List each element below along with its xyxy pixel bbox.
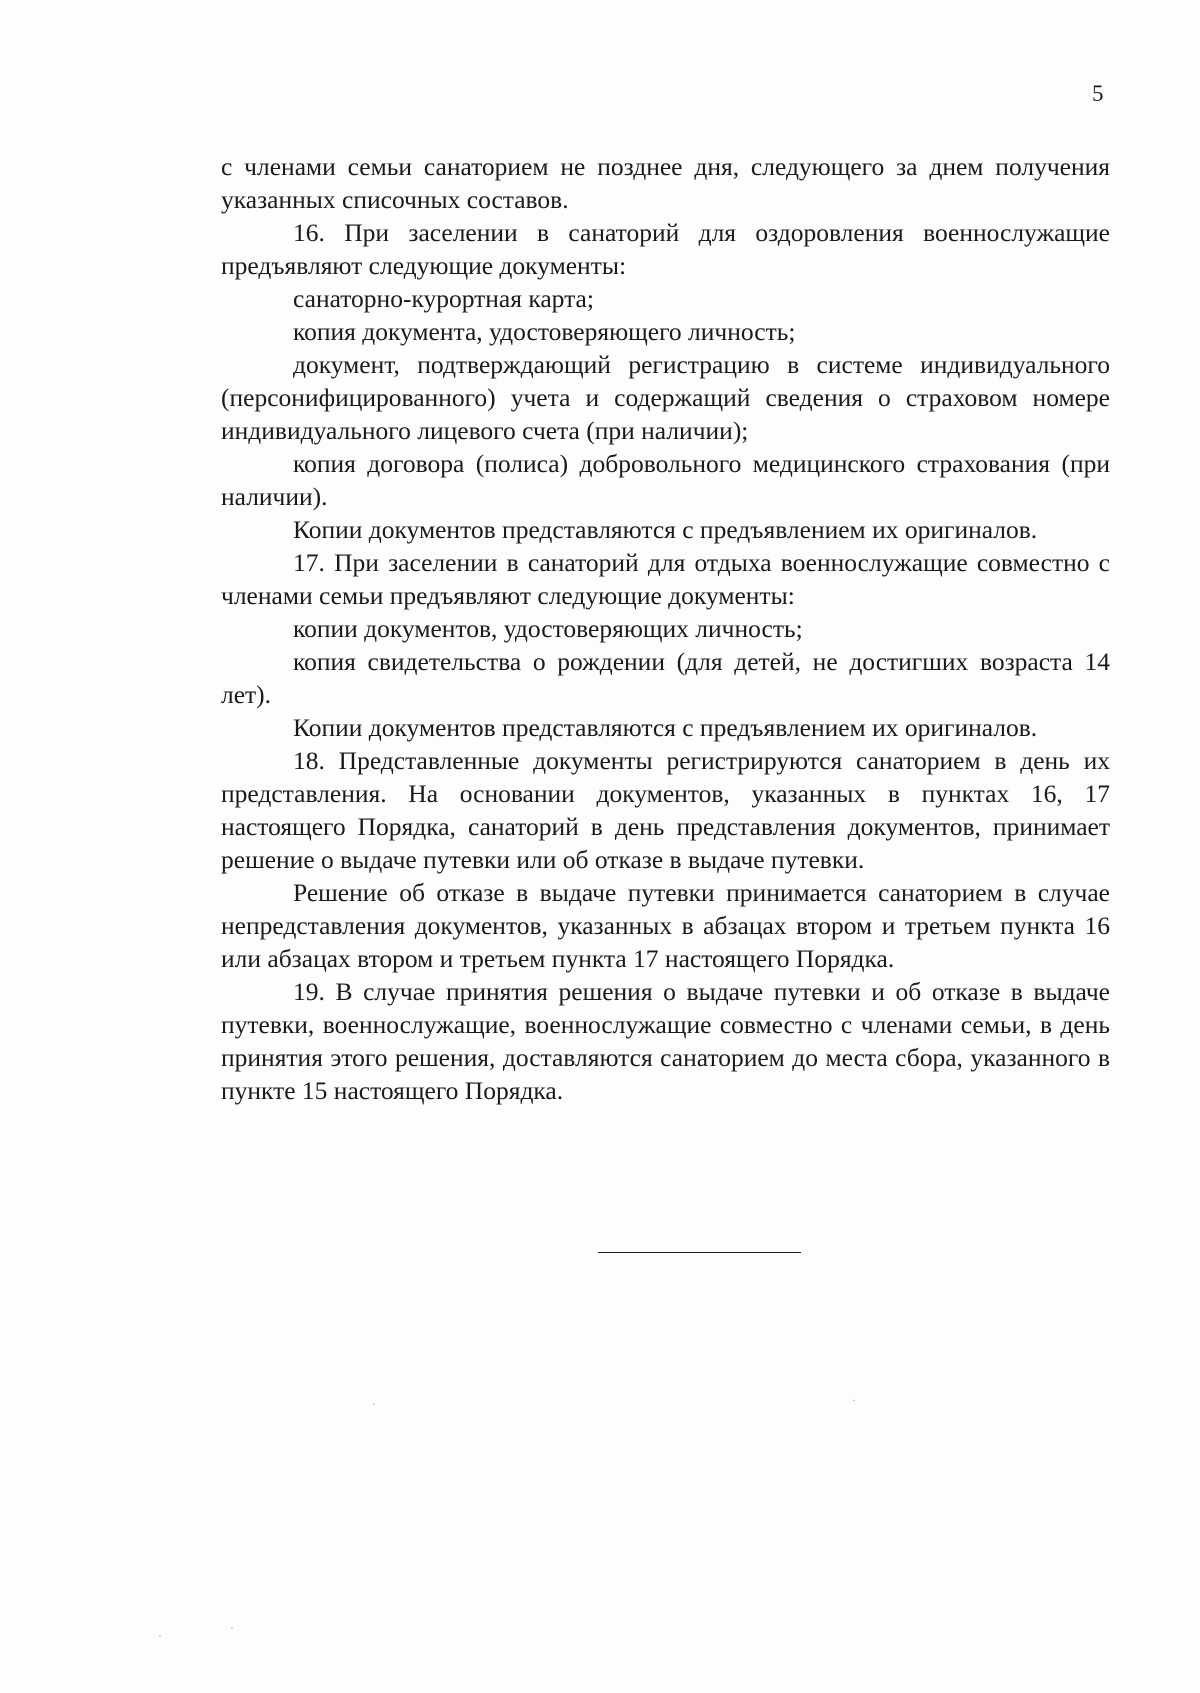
- paragraph-copies-note: Копии документов представляются с предъявлением их оригиналов.: [293, 515, 1038, 544]
- scan-speck: ·: [158, 1629, 162, 1643]
- paragraph-continuation: с членами семьи санаторием не позднее дня, следующего за днем получения указанных списочных составов.: [221, 152, 1110, 214]
- paragraph-item-17: 17. При заселении в санаторий для отдыха военнослужащие совместно с членами семьи предъявляют следующие документы:: [221, 548, 1110, 610]
- paragraph-item-18: 18. Представленные документы регистрируются санаторием в день их представления. На основании документов, указанных в пунктах 16, 17 настоящего Порядка, санаторий в день представления документов, принимает решение о выдаче путевки или об отказе в выдаче путевки.: [221, 746, 1110, 874]
- paragraph-item-19: 19. В случае принятия решения о выдаче путевки и об отказе в выдаче путевки, военнослужащие, военнослужащие совместно с членами семьи, в день принятия этого решения, доставляются санаторием до места сбора, указанного в пункте 15 настоящего Порядка.: [221, 977, 1110, 1105]
- paragraph-refusal-decision: Решение об отказе в выдаче путевки принимается санаторием в случае непредставления документов, указанных в абзацах втором и третьем пункта 16 или абзацах втором и третьем пункта 17 настоящего Порядка.: [221, 878, 1110, 973]
- paragraph-list-item: копии документов, удостоверяющих личность;: [293, 614, 803, 643]
- paragraph-list-item: копия договора (полиса) добровольного медицинского страхования (при наличии).: [221, 449, 1110, 511]
- paragraph-list-item: документ, подтверждающий регистрацию в системе индивидуального (персонифицированного) учета и содержащий сведения о страховом номере индивидуального лицевого счета (при наличии);: [221, 350, 1110, 445]
- end-of-document-rule: [598, 1252, 801, 1253]
- document-body: [221, 150, 1110, 1107]
- paragraph-list-item: копия свидетельства о рождении (для детей, не достигших возраста 14 лет).: [221, 647, 1110, 709]
- scan-speck: ·: [230, 1621, 234, 1635]
- scan-speck: ·: [372, 1397, 376, 1411]
- paragraph-list-item: копия документа, удостоверяющего личность;: [293, 317, 796, 346]
- paragraph-list-item: санаторно-курортная карта;: [293, 284, 594, 313]
- page-number: 5: [1092, 81, 1104, 106]
- paragraph-copies-note: Копии документов представляются с предъявлением их оригиналов.: [293, 713, 1038, 742]
- paragraph-item-16: 16. При заселении в санаторий для оздоровления военнослужащие предъявляют следующие документы:: [221, 218, 1110, 280]
- scan-speck: ·: [852, 1393, 856, 1407]
